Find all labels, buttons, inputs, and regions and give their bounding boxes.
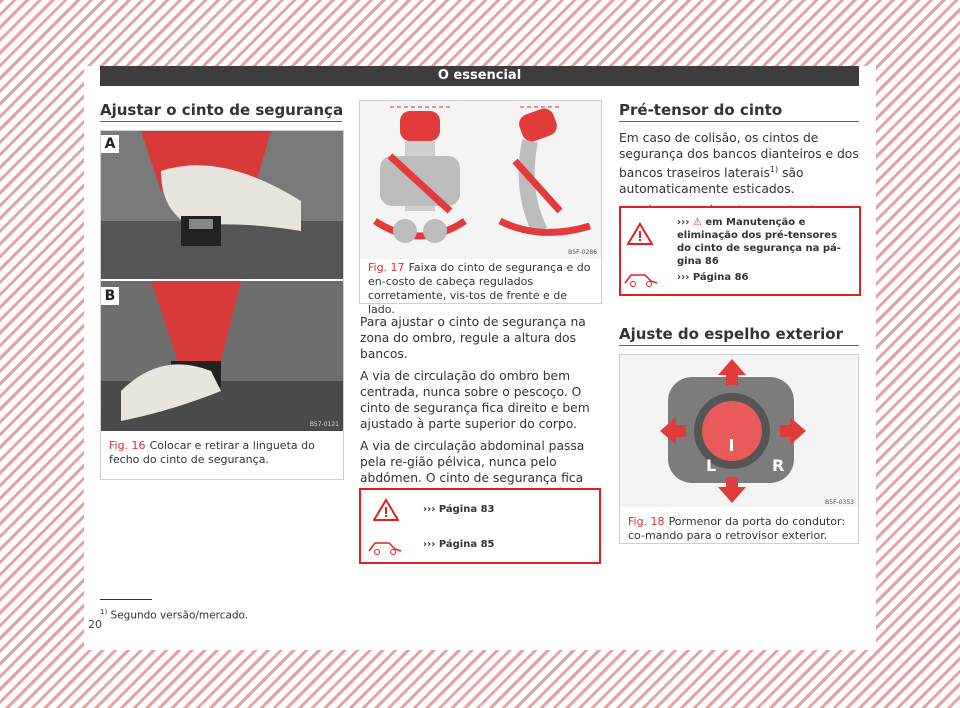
figure-18-caption: [628, 515, 852, 543]
figure-17: [359, 100, 602, 316]
section-rule: [619, 345, 859, 346]
seatbelt-buckle-image-b: [101, 281, 343, 431]
section-title-seatbelt: Ajustar o cinto de segurança: [100, 101, 344, 119]
section-rule: [100, 121, 342, 122]
warning-triangle-icon: [373, 498, 399, 522]
paragraph: A via de circulação do ombro bem centrada, nunca sobre o pescoço. O cinto de segurança fica direito e bem ajustado à parte superior do corpo.: [360, 369, 590, 431]
seatbelt-buckle-image-a: [101, 131, 343, 279]
figure-17-caption: [368, 261, 594, 317]
paragraph: A via de circulação abdominal passa pela re-gião pélvica, nunca pelo abdómen. O cinto de segurança fica: [360, 439, 585, 485]
footnote-rule: [100, 599, 152, 600]
section-rule: [619, 121, 859, 122]
caption-text: Pormenor da porta do condutor: co-mando para o retrovisor exterior.: [628, 515, 846, 542]
warning-page-link[interactable]: ››› Página 83: [423, 504, 495, 515]
mirror-control-illustration: [620, 355, 858, 507]
figure-16-caption: [109, 439, 337, 467]
paragraph: Para ajustar o cinto de segurança na zona do ombro, regule a altura dos bancos.: [360, 315, 586, 361]
warning-page-link[interactable]: ››› ⚠ em Manutenção e eliminação dos pré-tensores do cinto de segurança na pá-gina 86: [677, 217, 841, 267]
panel-label-a: A: [101, 135, 119, 153]
photo-panel-b: [101, 281, 343, 431]
figure-16: [100, 130, 344, 480]
warning-box: [359, 488, 601, 564]
seatbelt-instructions: [360, 314, 602, 508]
car-book-icon: [367, 533, 403, 555]
image-code: B5F-0286: [568, 249, 597, 256]
photo-panel-a: [101, 131, 343, 279]
book-page-link[interactable]: ››› Página 86: [677, 272, 749, 283]
warning-triangle-icon: [627, 222, 653, 246]
figure-label: Fig. 17: [368, 261, 405, 274]
paragraph: Em caso de colisão, os cintos de segurança dos bancos dianteiros e dos bancos traseiros laterais$^{1)}$ são automaticamente esticados.: [619, 131, 859, 197]
page-number: 20: [88, 618, 102, 631]
footnote: $^{1)}$ Segundo versão/mercado.: [100, 608, 249, 622]
caption-text: Colocar e retirar a lingueta do fecho do cinto de segurança.: [109, 439, 315, 466]
panel-label-b: B: [101, 287, 119, 305]
caption-text: Faixa do cinto de segurança e do en-costo de cabeça regulados corretamente, vis-tos de frente e de lado.: [368, 261, 591, 316]
car-book-icon: [623, 265, 659, 287]
section-title-pretensioner: Pré-tensor do cinto: [619, 101, 783, 119]
belt-posture-illustration: [360, 101, 601, 259]
figure-18: [619, 354, 859, 544]
figure-label: Fig. 16: [109, 439, 146, 452]
knob-label-right: R: [772, 456, 785, 475]
warning-box: [619, 206, 861, 296]
image-code: B5F-0353: [825, 499, 854, 506]
section-title-mirror: Ajuste do espelho exterior: [619, 325, 843, 343]
book-page-link[interactable]: ››› Página 85: [423, 539, 495, 550]
knob-label-left: L: [706, 456, 717, 475]
page-header: O essencial: [100, 66, 859, 86]
figure-label: Fig. 18: [628, 515, 665, 528]
image-code: B57-0121: [309, 421, 339, 428]
